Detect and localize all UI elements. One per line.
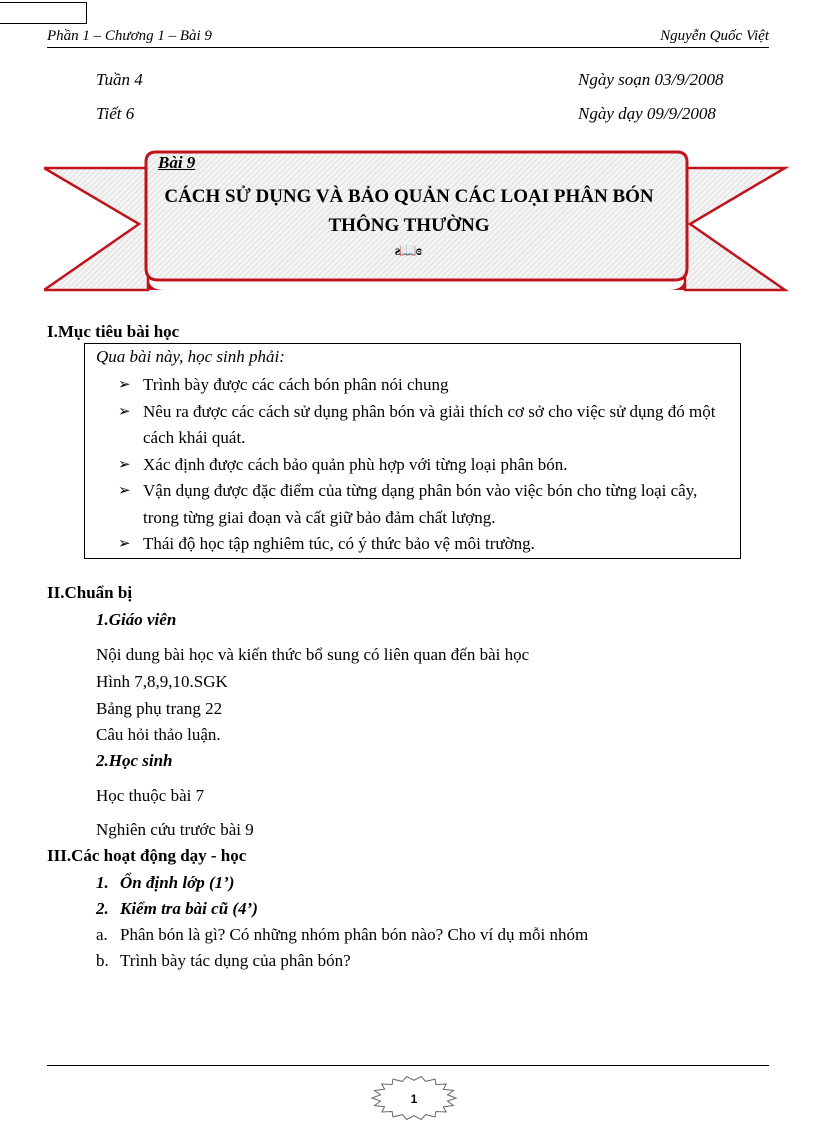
teacher-item: Nội dung bài học và kiến thức bổ sung có liên quan đến bài học (96, 645, 530, 664)
section-preparation-heading: II.Chuẩn bị (47, 583, 133, 602)
section-objectives-heading: I.Mục tiêu bài học (47, 322, 180, 341)
corner-box (0, 2, 87, 24)
objective-text: Vận dụng được đặc điểm của từng dạng phân bón vào việc bón cho từng loại cây, trong từng giai đoạn và cất giữ bảo đảm chất lượng. (143, 481, 698, 527)
lesson-number: Bài 9 (158, 153, 196, 172)
arrow-bullet-icon: ➢ (118, 403, 131, 420)
section-activities-heading: III.Các hoạt động dạy - học (47, 846, 247, 865)
arrow-bullet-icon: ➢ (118, 456, 131, 473)
arrow-bullet-icon: ➢ (118, 536, 131, 552)
ribbon-right-tail (685, 168, 785, 290)
book-ornament-icon: ƨ📖ɞ (394, 244, 422, 259)
objectives-intro: Qua bài này, học sinh phải: (96, 347, 285, 366)
student-subheading: 2.Học sinh (96, 751, 173, 770)
lesson-title: CÁCH SỬ DỤNG VÀ BẢO QUẢN CÁC LOẠI PHÂN BÓN THÔNG THƯỜNG (164, 186, 654, 236)
review-question: b. Trình bày tác dụng của phân bón? (96, 951, 351, 970)
list-item (118, 399, 730, 452)
objective-text: Trình bày được các cách bón phân nói chung (143, 375, 449, 394)
teacher-item: Bảng phụ trang 22 (96, 699, 223, 718)
week-label: Tuần 4 (96, 70, 143, 89)
teacher-item: Câu hỏi thảo luận. (96, 725, 221, 744)
activity-step: 1. Ổn định lớp (1’) (96, 873, 235, 892)
arrow-bullet-icon: ➢ (118, 377, 131, 393)
objectives-list (118, 372, 730, 558)
page-number: 1 (410, 1092, 418, 1106)
list-item (118, 372, 730, 399)
ribbon-left-tail (44, 168, 148, 290)
list-item (118, 478, 730, 531)
teach-date: Ngày dạy 09/9/2008 (578, 104, 716, 123)
objective-text: Thái độ học tập nghiêm túc, có ý thức bảo vệ môi trường. (143, 534, 535, 553)
header-divider (47, 47, 769, 48)
arrow-bullet-icon: ➢ (118, 483, 131, 499)
footer-divider (47, 1065, 769, 1066)
teacher-subheading: 1.Giáo viên (96, 610, 177, 629)
student-item: Nghiên cứu trước bài 9 (96, 820, 254, 839)
running-header-right: Nguyễn Quốc Việt (660, 28, 769, 44)
objective-text: Nêu ra được các cách sử dụng phân bón và giải thích cơ sở cho việc sử dụng đó một cách khái quát. (143, 401, 716, 447)
objective-text: Xác định được cách bảo quản phù hợp với từng loại phân bón. (143, 454, 568, 474)
review-question: a. Phân bón là gì? Có những nhóm phân bón nào? Cho ví dụ mỗi nhóm (96, 925, 589, 944)
list-item (118, 452, 730, 479)
teacher-item: Hình 7,8,9,10.SGK (96, 672, 228, 691)
list-item (118, 531, 730, 558)
running-header-left: Phần 1 – Chương 1 – Bài 9 (47, 28, 212, 44)
student-item: Học thuộc bài 7 (96, 786, 205, 805)
period-label: Tiết 6 (96, 104, 135, 123)
activity-step: 2. Kiểm tra bài cũ (4’) (96, 899, 258, 918)
prep-date: Ngày soạn 03/9/2008 (578, 70, 724, 89)
